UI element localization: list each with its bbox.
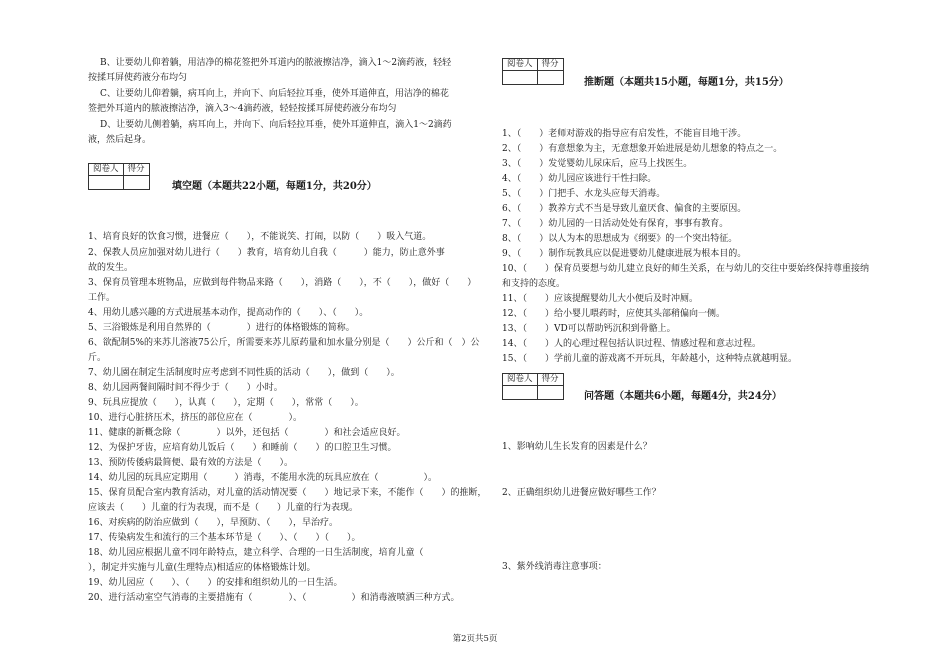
text-line: 17、传染病发生和流行的三个基本环节是（ ）、（ ）（ ）。 <box>88 533 361 543</box>
text-line: 10、进行心脏挤压术，挤压的部位应在（ ）。 <box>88 413 302 423</box>
text-line: 液，然后起身。 <box>88 135 152 145</box>
text-line: 1、培育良好的饮食习惯，进餐应（ ），不能说笑、打闹，以防（ ）吸入气道。 <box>88 232 432 242</box>
text-line: 1、影响幼儿生长发育的因素是什么？ <box>502 442 652 452</box>
text-line: 7、（ ）幼儿园的一日活动处处有保育，事事有教育。 <box>502 219 729 229</box>
text-line: 7、幼儿園在制定生活制度时应考虑到不同性质的活动（ ），做到（ ）。 <box>88 368 400 378</box>
reviewer-label: 阅卷人 <box>503 59 538 71</box>
score-cell <box>537 71 563 85</box>
reviewer-label: 阅卷人 <box>89 164 124 176</box>
text-line: 9、玩具应提放（ ），认真（ ），定期（ ），常常（ ）。 <box>88 398 364 408</box>
text-line: C、让要幼儿仰着躺，病耳向上，并向下、向后轻拉耳垂，使外耳道伸直，用洁净的棉花 <box>100 89 449 99</box>
text-line: 2、正确组织幼儿进餐应做好哪些工作？ <box>502 488 661 498</box>
text-line: 工作。 <box>88 293 116 303</box>
text-line: 13、（ ）VD可以帮助钙沉积到骨骼上。 <box>502 324 676 334</box>
text-line: 12、为保护牙齿，应培育幼儿饭后（ ）和睡前（ ）的口腔卫生习惯。 <box>88 443 397 453</box>
text-line: 8、幼儿园两餐间隔时间不得少于（ ）小时。 <box>88 383 283 393</box>
text-line: 16、对疾病的防治应做到（ ），早预防、（ ），早治疗。 <box>88 518 338 528</box>
text-line: 6、欲配制5%的来苏儿溶液75公斤，所需要来苏儿原药量和加水量分别是（ ）公斤和（ ）公 <box>88 338 480 348</box>
reviewer-cell <box>89 176 124 190</box>
score-label: 得分 <box>537 374 563 386</box>
score-label: 得分 <box>123 164 149 176</box>
text-line: 6、（ ）教养方式不当是导致儿童厌食、偏食的主要原因。 <box>502 204 747 214</box>
page-footer: 第2页共5页 <box>452 634 498 644</box>
text-line: 和支持的态度。 <box>502 279 566 289</box>
text-line: 故的发生。 <box>88 263 134 273</box>
fill-blank-score-table <box>88 163 150 190</box>
text-line: 5、（ ）门把手、水龙头应每天消毒。 <box>502 189 666 199</box>
text-line: 18、幼儿园应根据儿童不同年龄特点，建立科学、合理的一日生活制度，培育儿童（ <box>88 548 442 558</box>
text-line: 19、幼儿园应（ ）、（ ）的安排和组织幼儿的一日生活。 <box>88 578 343 588</box>
text-line: 11、（ ）应该提醒婴幼儿大小便后及时冲厕。 <box>502 294 698 304</box>
text-line: 1、（ ）老师对游戏的指导应有启发性，不能盲目地干涉。 <box>502 129 747 139</box>
text-line: 20、进行活动室空气消毒的主要措施有（ ）、（ ）和消毒液喷洒三种方式。 <box>88 593 460 603</box>
judge-title: 推断题（本题共15小题，每题1分，共15分） <box>584 77 789 88</box>
text-line: D、让要幼儿侧着躺，病耳向上，并向下、向后轻拉耳垂，使外耳道伸直，滴入1～2滴药 <box>100 120 452 130</box>
text-line: 3、紫外线消毒注意事项： <box>502 562 607 572</box>
text-line: 3、（ ）发觉婴幼儿尿床后，应马上找医生。 <box>502 159 693 169</box>
text-line: 15、（ ）学前儿童的游戏离不开玩具，年龄越小，这种特点就越明显。 <box>502 354 797 364</box>
text-line: 2、（ ）有意想象为主，无意想象开始进展是幼儿想象的特点之一。 <box>502 144 783 154</box>
text-line: 11、健康的新概念除（ ）以外，还包括（ ）和社会适应良好。 <box>88 428 406 438</box>
text-line: 签把外耳道内的脓液擦洁净，滴入3～4滴药液，轻轻按揉耳屏使药液分布均匀 <box>88 104 397 114</box>
reviewer-cell <box>503 386 538 400</box>
text-line: 应该去（ ）儿童的行为表现，而不是（ ）儿童的行为表现。 <box>88 503 359 513</box>
text-line: 5、三浴锻炼是利用自然界的（ ）进行的体格锻炼的简称。 <box>88 323 355 333</box>
text-line: 13、预防传倭病最简便、最有效的方法是（ ）。 <box>88 458 293 468</box>
text-line: 10、（ ）保育员要想与幼儿建立良好的师生关系，在与幼儿的交往中要始终保持尊重接纳 <box>502 264 869 274</box>
reviewer-label: 阅卷人 <box>503 374 538 386</box>
judge-score-table <box>502 58 564 85</box>
reviewer-cell <box>503 71 538 85</box>
score-cell <box>537 386 563 400</box>
text-line: 15、保育员配合室内教育活动，对儿童的活动情况要（ ）地记录下来，不能作（ ）的推断， <box>88 488 487 498</box>
text-line: 14、（ ）人的心理过程包括认识过程、情感过程和意志过程。 <box>502 339 761 349</box>
text-line: 9、（ ）制作玩教具应以促进婴幼儿健康进展为根本目的。 <box>502 249 747 259</box>
score-cell <box>123 176 149 190</box>
text-line: 14、幼儿园的玩具应定期用（ ）消毒，不能用水洗的玩具应放在（ ）。 <box>88 473 437 483</box>
text-line: B、让要幼儿仰着躺，用洁净的棉花签把外耳道内的脓液擦洁净，滴入1～2滴药液，轻轻 <box>100 58 452 68</box>
score-label: 得分 <box>537 59 563 71</box>
text-line: ），制定并实施与儿童(生理特点)相适应的体格锻炼计划。 <box>88 563 316 573</box>
qa-title: 问答题（本题共6小题，每题4分，共24分） <box>584 391 782 402</box>
text-line: 8、（ ）以人为本的思想成为《纲要》的一个突出特征。 <box>502 234 738 244</box>
fill-blank-title: 填空题（本题共22小题，每题1分，共20分） <box>172 181 377 192</box>
text-line: 4、（ ）幼儿园应该进行干性扫除。 <box>502 174 657 184</box>
text-line: 2、保教人员应加强对幼儿进行（ ）教育，培育幼儿自我（ ）能力，防止意外事 <box>88 248 445 258</box>
text-line: 4、用幼儿感兴趣的方式进展基本动作，提高动作的（ ）、（ ）。 <box>88 308 369 318</box>
text-line: 按揉耳屏使药液分布均匀 <box>88 73 188 83</box>
text-line: 12、（ ）给小婴儿喂药时，应使其头部稍偏向一侧。 <box>502 309 725 319</box>
text-line: 3、保育员管理本班物品，应做到每件物品来路（ ），消路（ ），不（ ），做好（ ） <box>88 278 477 288</box>
qa-score-table <box>502 373 564 400</box>
text-line: 斤。 <box>88 353 107 363</box>
